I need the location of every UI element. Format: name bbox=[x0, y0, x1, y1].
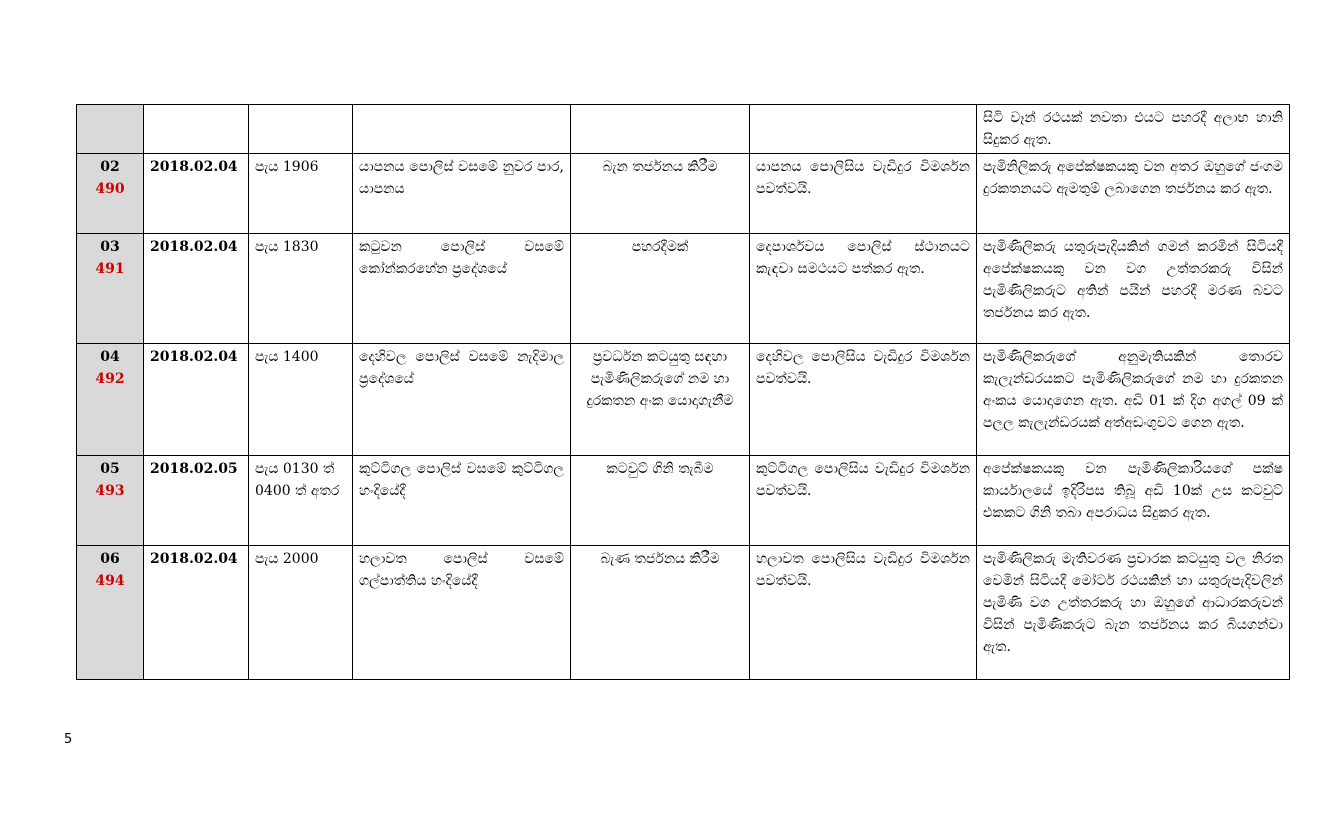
incident-reference: 491 bbox=[95, 261, 125, 277]
location-cell: කටුවන පොලිස් වසමේ කෝන්කරහේන ප්‍රදේශයේ bbox=[353, 234, 571, 344]
page-number: 5 bbox=[64, 732, 73, 747]
action-cell: හලාවත පොලිසිය වැඩිදුර විමර්ශන පවත්වයි. bbox=[750, 546, 977, 680]
time-cell: පැය 1830 bbox=[249, 234, 353, 344]
incident-table bbox=[76, 104, 1290, 680]
incident-id-cell bbox=[77, 344, 144, 456]
date-cell: 2018.02.04 bbox=[144, 546, 249, 680]
action-cell bbox=[750, 105, 977, 154]
action-cell: දෙහිවල පොලිසිය වැඩිදුර විමර්ශන පවත්වයි. bbox=[750, 344, 977, 456]
incident-reference: 494 bbox=[95, 573, 125, 589]
location-cell: හලාවත පොලිස් වසමේ ගල්පාත්තිය හංදියේදී bbox=[353, 546, 571, 680]
incident-id-cell bbox=[77, 105, 144, 154]
action-cell: කුට්ටිගල පොලිසිය වැඩිදුර විමර්ශන පවත්වයි. bbox=[750, 456, 977, 546]
description-cell: පැමිනිලිකරු අපේක්ෂකයකු වන අතර ඔහුගේ ජංගම දුරකතනයට ඇමතුම් ලබාගෙන තර්ජනය කර ඇත. bbox=[977, 154, 1290, 234]
date-cell: 2018.02.04 bbox=[144, 234, 249, 344]
time-cell bbox=[249, 105, 353, 154]
incident-type-cell: බැණ තර්ජනය කිරීම bbox=[571, 546, 750, 680]
time-cell: පැය 0130 ත් 0400 ත් අතර bbox=[249, 456, 353, 546]
incident-number: 06 bbox=[100, 551, 120, 567]
table-row bbox=[77, 154, 1290, 234]
date-cell: 2018.02.05 bbox=[144, 456, 249, 546]
incident-type-cell: බැන තර්ජනය කිරීම bbox=[571, 154, 750, 234]
incident-number: 02 bbox=[100, 159, 120, 175]
incident-type-cell: කටවුට් ගිනි තැබීම bbox=[571, 456, 750, 546]
incident-number: 03 bbox=[100, 239, 120, 255]
location-cell: දෙහිවල පොලිස් වසමේ නැදිමාල ප්‍රදේශයේ bbox=[353, 344, 571, 456]
description-cell: සිටි වෑන් රථයක් නවතා එයට පහරදී අලාභ හානි සිදුකර ඇත. bbox=[977, 105, 1290, 154]
table-row bbox=[77, 546, 1290, 680]
date-cell bbox=[144, 105, 249, 154]
incident-reference: 492 bbox=[95, 371, 125, 387]
incident-type-cell: ප්‍රවර්ධන කටයුතු සඳහා පැමිණිලිකරුගේ නම හා දුරකතන අංක යොදාගැනීම bbox=[571, 344, 750, 456]
description-cell: පැමිණිලිකරු මැතිවරණ ප්‍රචාරක කටයුතු වල නිරත වෙමින් සිටියදී මෝටර් රථයකින් හා යතුරුපැදිවලින් පැමිණි වග උත්තරකරු හා ඔහුගේ ආධාරකරුවන් විසින් පැමිණිකරුට බැන තර්ජනය කර බියගන්වා ඇත. bbox=[977, 546, 1290, 680]
location-cell: කුට්ටිගල පොලිස් වසමේ කුට්ටිගල හංදියේදී bbox=[353, 456, 571, 546]
description-cell: අපේක්ෂකයකු වන පැමිණිලිකාරියගේ පක්ෂ කාර්යාලයේ ඉදිරිපස තිබූ අඩි 10ක් උස කටවුට් එකකට ගිනි තබා අපරාධය සිදුකර ඇත. bbox=[977, 456, 1290, 546]
action-cell: යාපනය පොලිසිය වැඩිදුර විමර්ශන පවත්වයි. bbox=[750, 154, 977, 234]
date-cell: 2018.02.04 bbox=[144, 154, 249, 234]
date-cell: 2018.02.04 bbox=[144, 344, 249, 456]
incident-type-cell: පහරදීමක් bbox=[571, 234, 750, 344]
incident-id-cell bbox=[77, 234, 144, 344]
location-cell: යාපනය පොලිස් වසමේ නුවර පාර, යාපනය bbox=[353, 154, 571, 234]
action-cell: දෙපාර්ශවය පොලිස් ස්ථානයට කැඳවා සමථයට පත්කර ඇත. bbox=[750, 234, 977, 344]
incident-id-cell bbox=[77, 546, 144, 680]
table-row bbox=[77, 234, 1290, 344]
time-cell: පැය 2000 bbox=[249, 546, 353, 680]
description-cell: පැමිණිලිකරු යතුරුපැදියකින් ගමන් කරමින් සිටියදී අපේක්ෂකයකු වන වග උත්තරකරු විසින් පැමිණිලිකරුට අතින් පයින් පහරදී මරණ බවට තර්ජනය කර ඇත. bbox=[977, 234, 1290, 344]
table-row bbox=[77, 344, 1290, 456]
incident-reference: 493 bbox=[95, 483, 125, 499]
description-cell: පැමිණිලිකරුගේ අනුමැතියකින් තොරව කැලැන්ඩරයකට පැමිණිලිකරුගේ නම හා දුරකතන අංකය යොදාගෙන ඇත. අඩි 01 ක් දිග අගල් 09 ක් පලල කැලැන්ඩරයක් අත්අඩංගුවට ගෙන ඇත. bbox=[977, 344, 1290, 456]
incident-reference: 490 bbox=[95, 181, 125, 197]
table-row bbox=[77, 105, 1290, 154]
time-cell: පැය 1400 bbox=[249, 344, 353, 456]
incident-id-cell bbox=[77, 456, 144, 546]
incident-type-cell bbox=[571, 105, 750, 154]
incident-number: 04 bbox=[100, 349, 120, 365]
incident-number: 05 bbox=[100, 461, 120, 477]
time-cell: පැය 1906 bbox=[249, 154, 353, 234]
location-cell bbox=[353, 105, 571, 154]
table-row bbox=[77, 456, 1290, 546]
incident-id-cell bbox=[77, 154, 144, 234]
